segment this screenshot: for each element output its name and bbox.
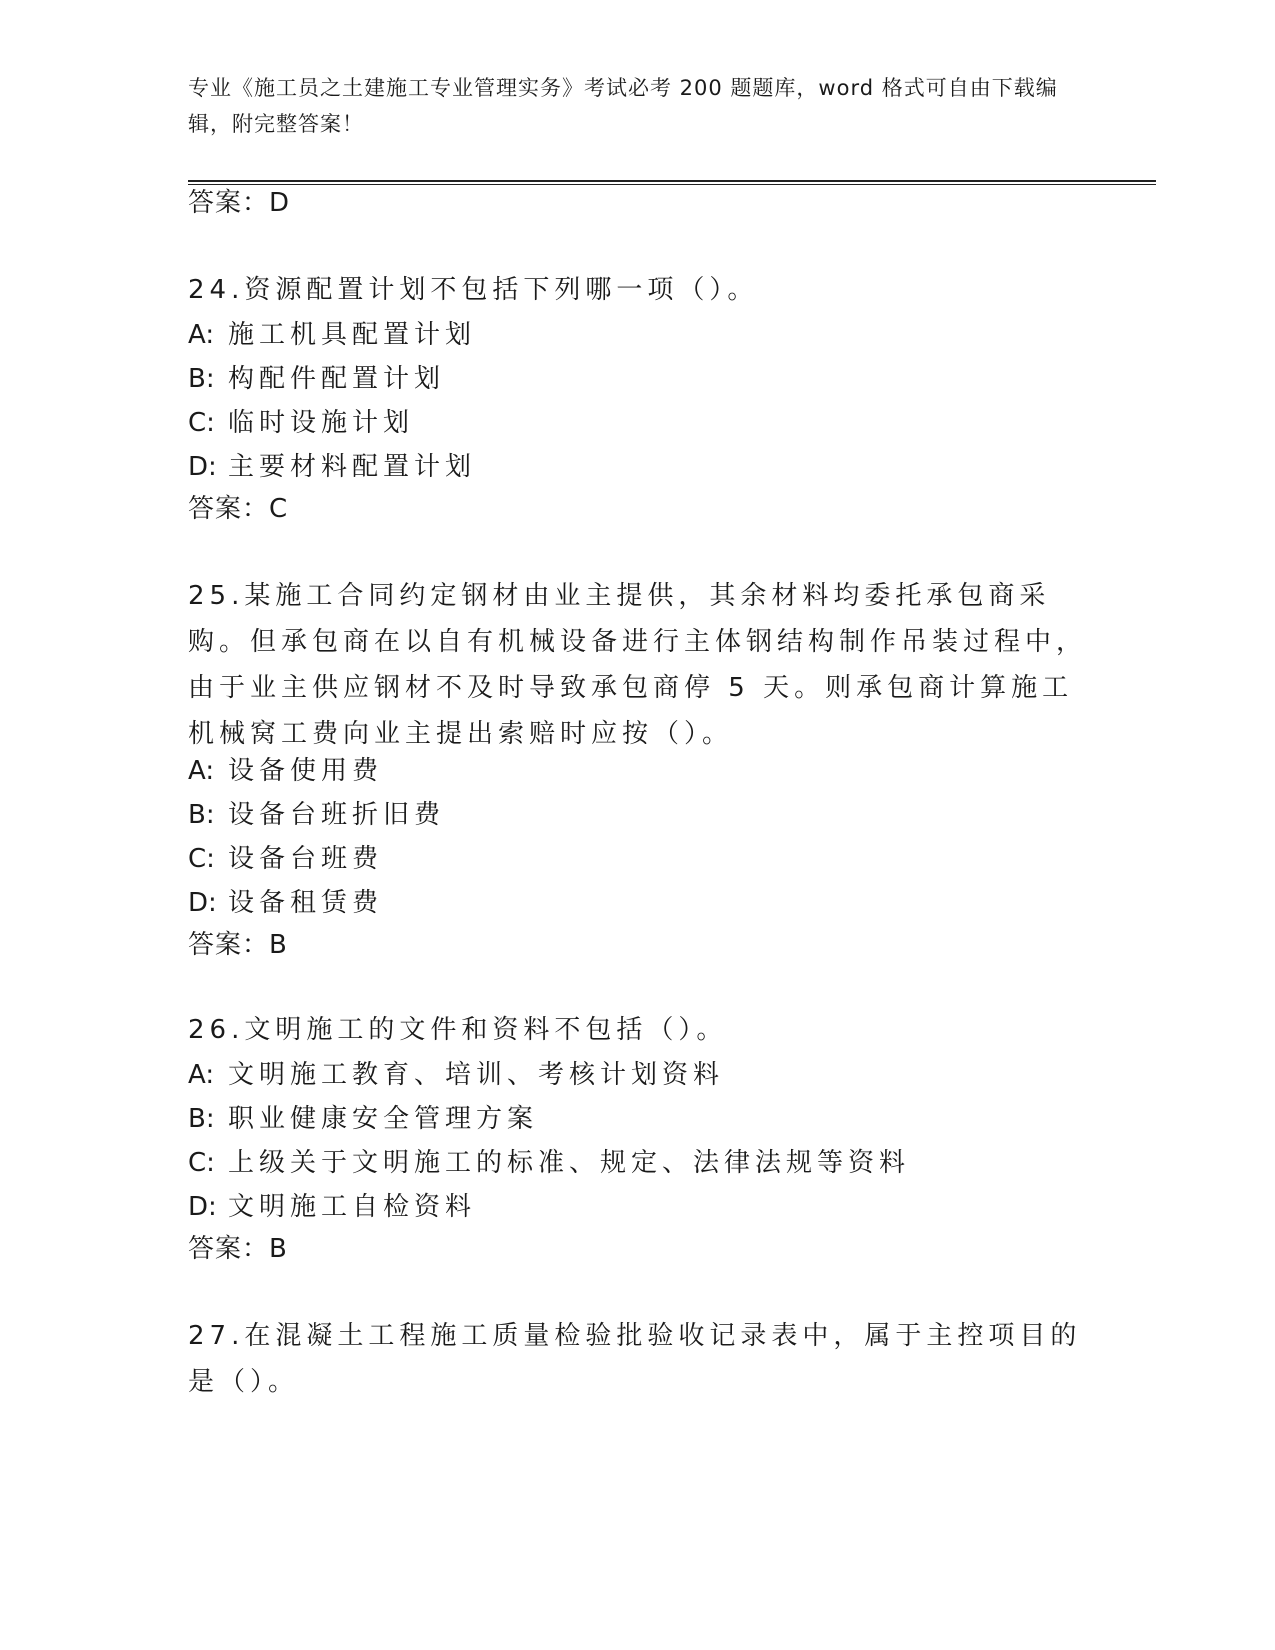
header-rule-thin xyxy=(188,184,1156,185)
question-26-option-b xyxy=(188,1102,538,1136)
question-25-answer: 答案：B xyxy=(188,930,288,960)
question-25-option-c xyxy=(188,842,383,876)
option-label: A: xyxy=(188,1060,215,1090)
option-label: C: xyxy=(188,844,215,874)
option-label: C: xyxy=(188,408,215,438)
question-27-stem: 27.在混凝土工程施工质量检验批验收记录表中，属于主控项目的是（）。 xyxy=(188,1321,1082,1397)
question-25-option-b xyxy=(188,798,445,832)
option-label: D: xyxy=(188,452,217,482)
option-text: 构配件配置计划 xyxy=(228,364,446,394)
option-text: 设备使用费 xyxy=(228,756,384,786)
question-24-stem: 24.资源配置计划不包括下列哪一项（）。 xyxy=(188,275,759,305)
question-26-option-a xyxy=(188,1058,724,1092)
option-label: B: xyxy=(188,364,215,394)
header-rule-thick xyxy=(188,180,1156,182)
question-26-option-c xyxy=(188,1146,910,1180)
option-text: 职业健康安全管理方案 xyxy=(228,1104,539,1134)
option-text: 设备台班折旧费 xyxy=(228,800,446,830)
option-text: 上级关于文明施工的标准、规定、法律法规等资料 xyxy=(228,1148,911,1178)
option-label: A: xyxy=(188,756,215,786)
option-text: 设备租赁费 xyxy=(228,888,384,918)
question-25-stem: 25.某施工合同约定钢材由业主提供，其余材料均委托承包商采购。但承包商在以自有机械设备进行主体钢结构制作吊装过程中，由于业主供应钢材不及时导致承包商停 5 天。则承包商计算施工机械窝工费向业主提出索赔时应按（）。 xyxy=(188,581,1088,749)
question-24-option-d xyxy=(188,450,476,484)
document-intro: 专业《施工员之土建施工专业管理实务》考试必考 200 题题库，word 格式可自由下载编辑，附完整答案！ xyxy=(188,76,1058,136)
question-26-answer: 答案：B xyxy=(188,1234,288,1264)
question-26-stem: 26.文明施工的文件和资料不包括（）。 xyxy=(188,1015,728,1045)
question-24-option-b xyxy=(188,362,445,396)
question-24-option-a xyxy=(188,318,476,352)
option-text: 设备台班费 xyxy=(228,844,384,874)
option-label: B: xyxy=(188,1104,215,1134)
option-label: B: xyxy=(188,800,215,830)
option-text: 施工机具配置计划 xyxy=(228,320,477,350)
option-label: A: xyxy=(188,320,215,350)
question-26-option-d xyxy=(188,1190,476,1224)
previous-answer: 答案：D xyxy=(188,188,291,218)
option-text: 文明施工自检资料 xyxy=(228,1192,477,1222)
option-label: D: xyxy=(188,1192,217,1222)
option-text: 文明施工教育、培训、考核计划资料 xyxy=(228,1060,725,1090)
question-25-option-a xyxy=(188,754,383,788)
option-text: 主要材料配置计划 xyxy=(228,452,477,482)
question-25-option-d xyxy=(188,886,383,920)
question-24-answer: 答案：C xyxy=(188,494,289,524)
option-label: C: xyxy=(188,1148,215,1178)
option-label: D: xyxy=(188,888,217,918)
option-text: 临时设施计划 xyxy=(228,408,415,438)
question-24-option-c xyxy=(188,406,414,440)
